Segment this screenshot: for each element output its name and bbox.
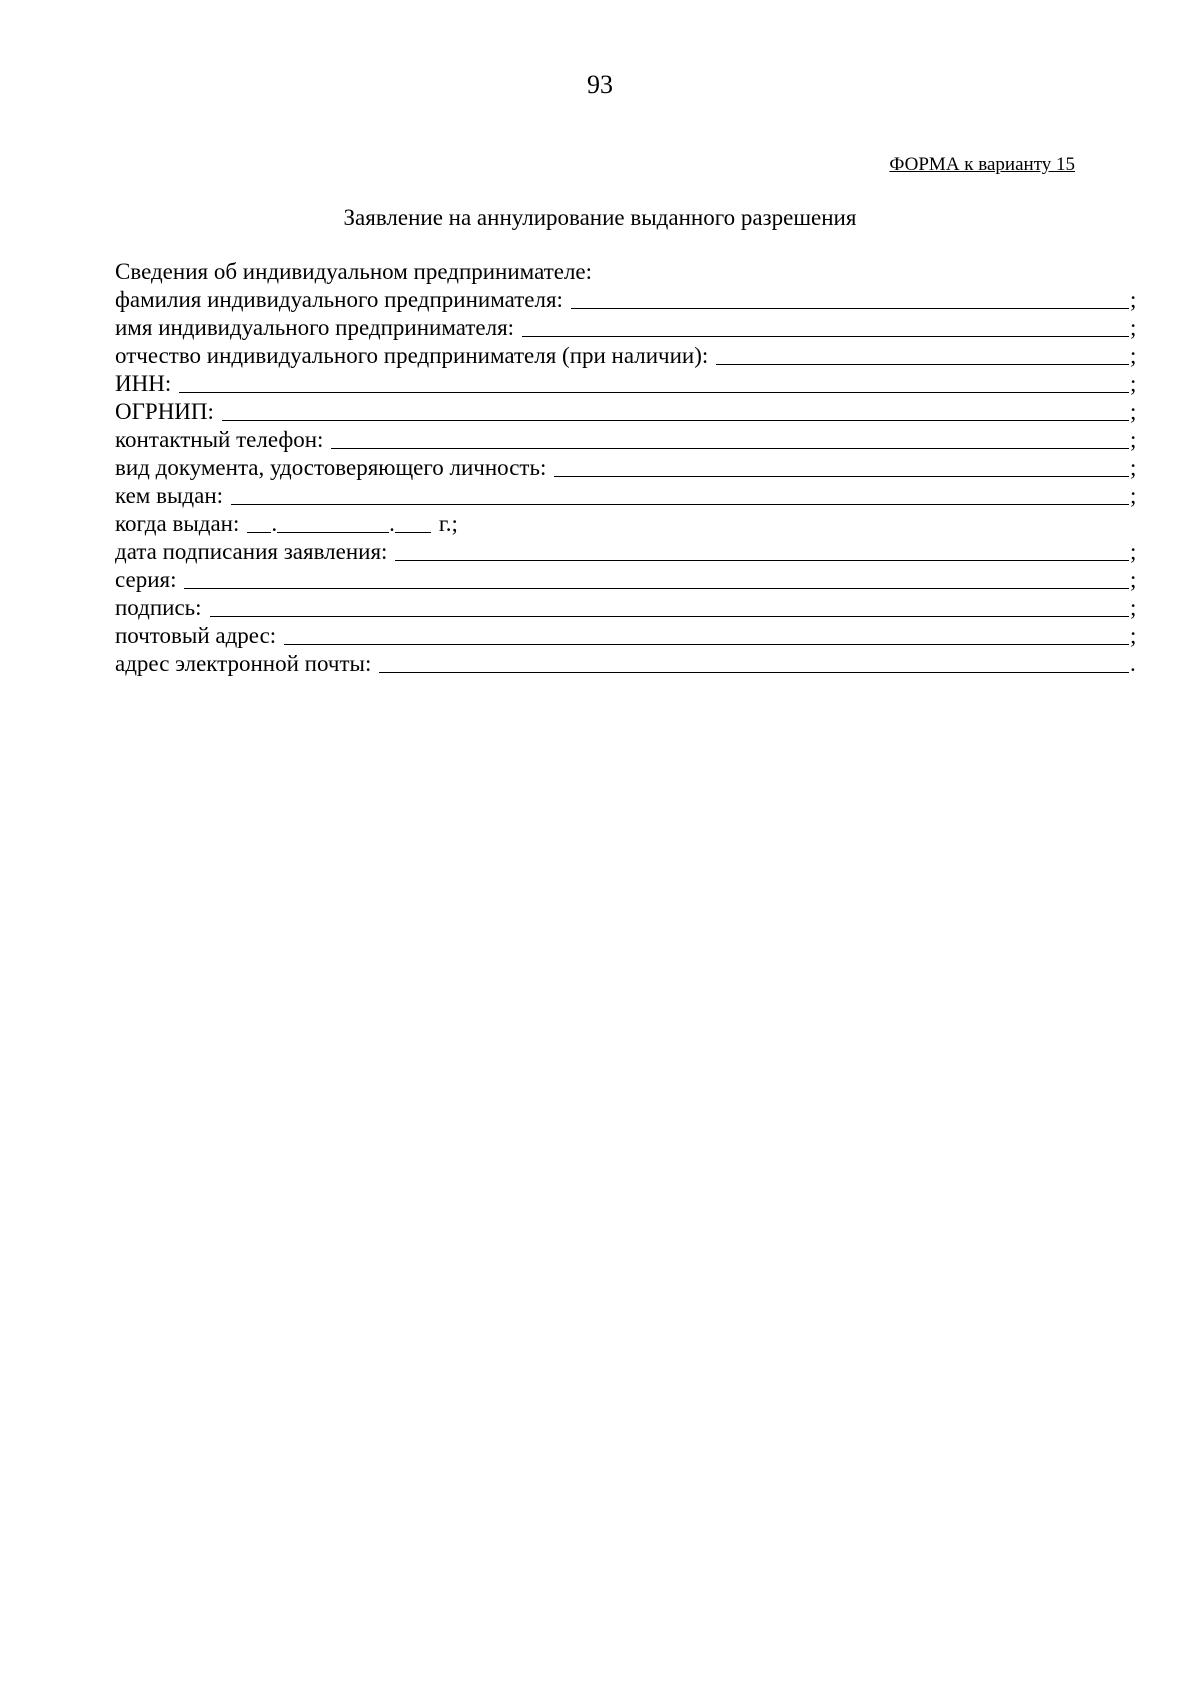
field-terminator: . (1130, 651, 1136, 676)
field-label: ИНН: (115, 371, 172, 396)
field-series (115, 566, 1138, 594)
section-heading: Сведения об индивидуальном предпринимателе: (115, 259, 593, 284)
field-label: почтовый адрес: (115, 623, 277, 648)
field-label: кем выдан: (115, 483, 224, 508)
date-suffix: г.; (438, 511, 458, 536)
date-separator: . (389, 511, 395, 536)
month-blank[interactable] (277, 510, 389, 533)
fill-line[interactable] (210, 594, 1129, 617)
field-terminator: ; (1130, 539, 1137, 564)
fill-line[interactable] (554, 454, 1129, 477)
fill-line[interactable] (331, 426, 1129, 449)
field-label: вид документа, удостоверяющего личность: (115, 455, 547, 480)
field-label: дата подписания заявления: (115, 539, 388, 564)
field-terminator: ; (1130, 371, 1137, 396)
date-separator: . (271, 511, 278, 536)
field-label: отчество индивидуального предпринимателя (при наличии): (115, 343, 709, 368)
fill-line[interactable] (184, 566, 1129, 589)
fill-line[interactable] (379, 650, 1129, 673)
field-issue-date (115, 510, 1138, 538)
field-email (115, 650, 1138, 678)
field-terminator: ; (1130, 483, 1137, 508)
field-ogrnip (115, 398, 1138, 426)
field-phone (115, 426, 1138, 454)
field-signing-date (115, 538, 1138, 566)
day-blank[interactable] (247, 510, 271, 533)
document-title: Заявление на аннулирование выданного разрешения (343, 205, 857, 230)
field-first-name (115, 314, 1138, 342)
field-patronymic (115, 342, 1138, 370)
field-terminator: ; (1130, 343, 1137, 368)
field-signature (115, 594, 1138, 622)
fill-line[interactable] (231, 482, 1129, 505)
application-form (115, 258, 1138, 678)
field-terminator: ; (1130, 315, 1137, 340)
fill-line[interactable] (522, 314, 1129, 337)
field-issued-by (115, 482, 1138, 510)
page-number: 93 (587, 70, 613, 99)
field-label: серия: (115, 567, 177, 592)
field-terminator: ; (1130, 567, 1137, 592)
fill-line[interactable] (716, 342, 1129, 365)
field-label: когда выдан: (115, 511, 240, 536)
fill-line[interactable] (395, 538, 1129, 561)
fill-line[interactable] (222, 398, 1129, 421)
field-label: подпись: (115, 595, 202, 620)
field-postal-address (115, 622, 1138, 650)
field-inn (115, 370, 1138, 398)
field-terminator: ; (1130, 399, 1137, 424)
field-label: контактный телефон: (115, 427, 324, 452)
field-terminator: ; (1130, 595, 1137, 620)
field-terminator: ; (1130, 623, 1137, 648)
field-label: имя индивидуального предпринимателя: (115, 315, 515, 340)
field-terminator: ; (1130, 427, 1137, 452)
field-label: фамилия индивидуального предпринимателя: (115, 287, 563, 312)
year-blank[interactable] (395, 510, 431, 533)
fill-line[interactable] (571, 286, 1129, 309)
field-terminator: ; (1130, 455, 1137, 480)
fill-line[interactable] (284, 622, 1129, 645)
fill-line[interactable] (179, 370, 1129, 393)
field-label: адрес электронной почты: (115, 651, 372, 676)
field-id-document-type (115, 454, 1138, 482)
field-terminator: ; (1130, 287, 1137, 312)
field-surname (115, 286, 1138, 314)
field-label: ОГРНИП: (115, 399, 214, 424)
form-reference: ФОРМА к варианту 15 (889, 154, 1075, 175)
